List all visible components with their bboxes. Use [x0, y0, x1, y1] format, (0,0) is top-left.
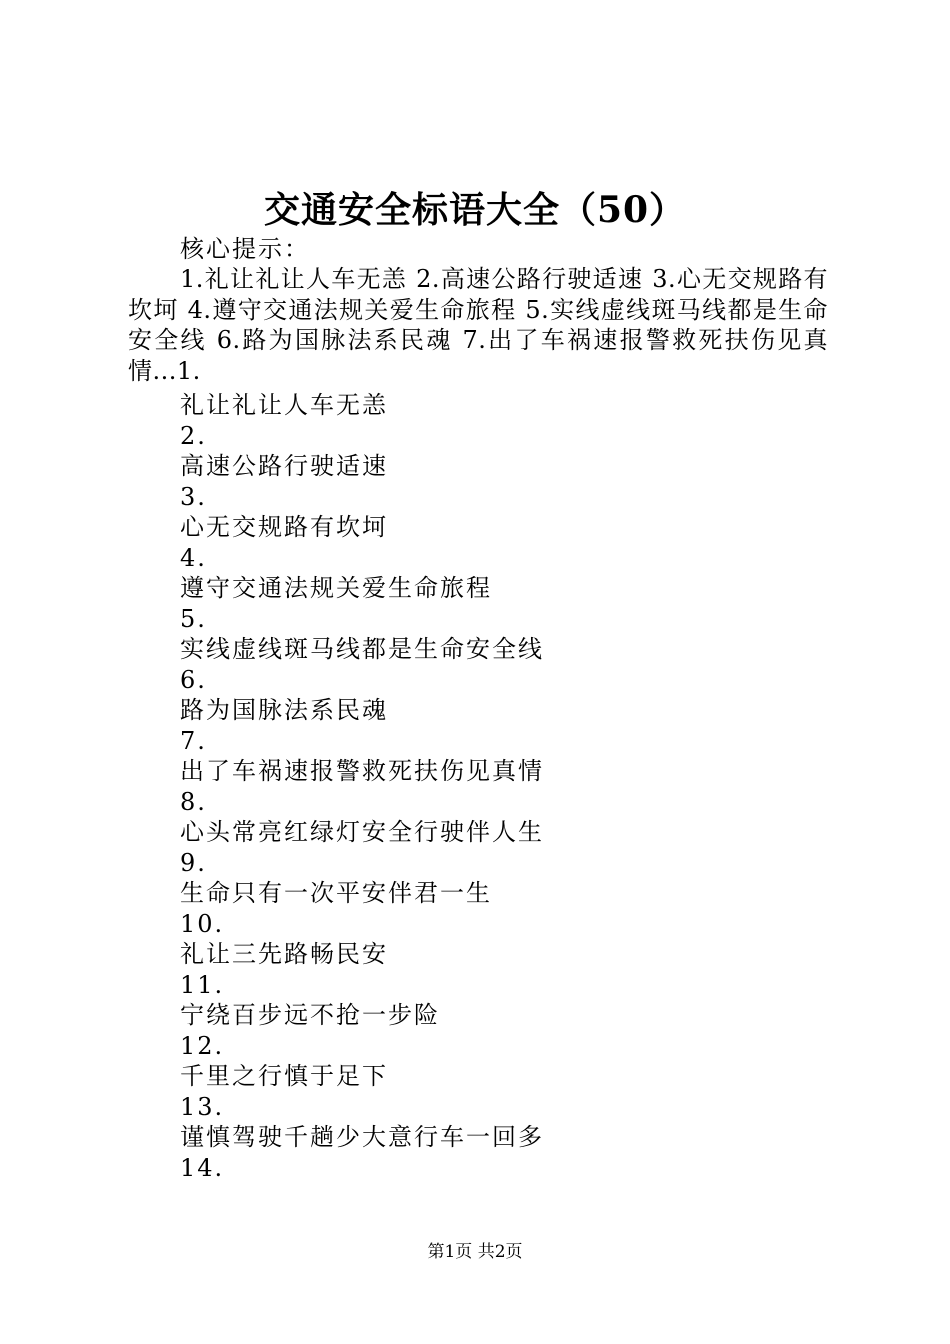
- summary-label: 核心提示：: [180, 235, 310, 263]
- slogan-number: 9.: [180, 848, 207, 877]
- slogan-item: [180, 726, 544, 787]
- slogan-text: 谨慎驾驶千趟少大意行车一回多: [180, 1123, 544, 1151]
- document-title: 交通安全标语大全（50）: [263, 189, 687, 231]
- slogan-text: 心无交规路有坎坷: [180, 513, 388, 541]
- summary-text: 1.礼让礼让人车无恙 2.高速公路行驶适速 3.心无交规路有坎坷 4.遵守交通法规关爱生命旅程 5.实线虚线斑马线都是生命安全线 6.路为国脉法系民魂 7.出了车祸速报警救死扶伤见真情...1.: [128, 265, 828, 385]
- slogan-text: 生命只有一次平安伴君一生: [180, 879, 492, 907]
- slogan-number: 8.: [180, 787, 207, 816]
- slogan-item: [180, 848, 544, 909]
- slogan-item: [180, 1092, 544, 1153]
- slogan-text: 高速公路行驶适速: [180, 452, 388, 480]
- slogan-item: [180, 970, 544, 1031]
- slogan-text: 实线虚线斑马线都是生命安全线: [180, 635, 544, 663]
- slogan-number: 6.: [180, 665, 207, 694]
- slogan-number: 11.: [180, 970, 225, 999]
- slogan-text: 心头常亮红绿灯安全行驶伴人生: [180, 818, 544, 846]
- slogan-item: [180, 421, 544, 482]
- slogan-item: [180, 665, 544, 726]
- slogan-item: [180, 390, 544, 421]
- slogan-text: 礼让礼让人车无恙: [180, 391, 388, 419]
- slogan-number: 7.: [180, 726, 207, 755]
- slogan-number: 3.: [180, 482, 207, 511]
- slogan-item: [180, 787, 544, 848]
- slogan-text: 礼让三先路畅民安: [180, 940, 388, 968]
- slogan-number: 2.: [180, 421, 207, 450]
- page-footer: 第1页 共2页: [427, 1242, 523, 1262]
- slogan-item: [180, 604, 544, 665]
- slogan-text: 出了车祸速报警救死扶伤见真情: [180, 757, 544, 785]
- slogan-number: 10.: [180, 909, 225, 938]
- slogan-number: 12.: [180, 1031, 225, 1060]
- slogan-list: [180, 390, 544, 1183]
- slogan-item: [180, 909, 544, 970]
- slogan-text: 宁绕百步远不抢一步险: [180, 1001, 440, 1029]
- slogan-item: [180, 1153, 544, 1184]
- slogan-number: 14.: [180, 1153, 225, 1182]
- slogan-item: [180, 482, 544, 543]
- slogan-number: 13.: [180, 1092, 225, 1121]
- slogan-text: 千里之行慎于足下: [180, 1062, 388, 1090]
- slogan-item: [180, 1031, 544, 1092]
- slogan-number: 4.: [180, 543, 207, 572]
- slogan-text: 遵守交通法规关爱生命旅程: [180, 574, 492, 602]
- slogan-item: [180, 543, 544, 604]
- slogan-number: 5.: [180, 604, 207, 633]
- slogan-text: 路为国脉法系民魂: [180, 696, 388, 724]
